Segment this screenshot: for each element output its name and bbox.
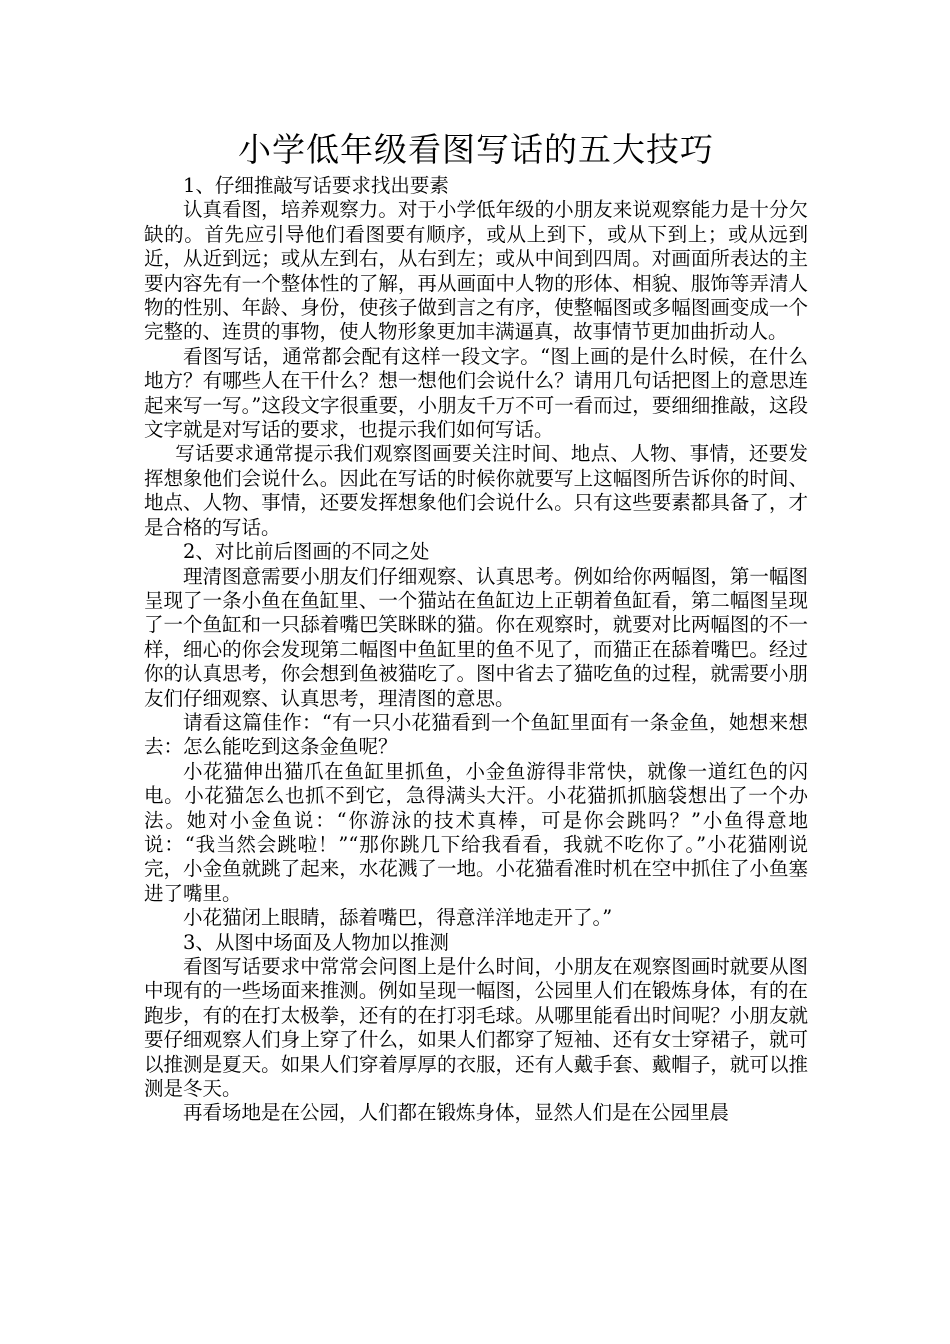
document-page <box>144 128 808 1126</box>
paragraph: 小花猫伸出猫爪在鱼缸里抓鱼，小金鱼游得非常快，就像一道红色的闪电。小花猫怎么也抓不到它，急得满头大汗。小花猫抓抓脑袋想出了一个办法。她对小金鱼说：“你游泳的技术真棒，可是你会跳吗？”小鱼得意地说：“我当然会跳啦！”“那你跳几下给我看看，我就不吃你了。”小花猫刚说完，小金鱼就跳了起来，水花溅了一地。小花猫看准时机在空中抓住了小鱼塞进了嘴里。 <box>144 759 808 905</box>
paragraph: 看图写话要求中常常会问图上是什么时间，小朋友在观察图画时就要从图中现有的一些场面来推测。例如呈现一幅图，公园里人们在锻炼身体，有的在跑步，有的在打太极拳，还有的在打羽毛球。从哪里能看出时间呢？小朋友就要仔细观察人们身上穿了什么，如果人们都穿了短袖、还有女士穿裙子，就可以推测是夏天。如果人们穿着厚厚的衣服，还有人戴手套、戴帽子，就可以推测是冬天。 <box>144 955 808 1101</box>
paragraph: 小花猫闭上眼睛，舔着嘴巴，得意洋洋地走开了。” <box>183 906 613 930</box>
paragraph: 认真看图，培养观察力。对于小学低年级的小朋友来说观察能力是十分欠缺的。首先应引导他们看图要有顺序，或从上到下，或从下到上；或从远到近，从近到远；或从左到右，从右到左；或从中间到四周。对画面所表达的主要内容先有一个整体性的了解，再从画面中人物的形体、相貌、服饰等弄清人物的性别、年龄、身份，使孩子做到言之有序，使整幅图或多幅图画变成一个完整的、连贯的事物，使人物形象更加丰满逼真，故事情节更加曲折动人。 <box>144 198 808 344</box>
section-heading-2: 2、对比前后图画的不同之处 <box>183 540 430 564</box>
paragraph: 写话要求通常提示我们观察图画要关注时间、地点、人物、事情，还要发挥想象他们会说什么。因此在写话的时候你就要写上这幅图所告诉你的时间、地点、人物、事情，还要发挥想象他们会说什么。只有这些要素都具备了，才是合格的写话。 <box>144 442 808 539</box>
document-title: 小学低年级看图写话的五大技巧 <box>238 130 714 169</box>
section-heading-1: 1、仔细推敲写话要求找出要素 <box>183 174 449 197</box>
paragraph: 再看场地是在公园，人们都在锻炼身体，显然人们是在公园里晨 <box>183 1101 730 1125</box>
paragraph: 理清图意需要小朋友们仔细观察、认真思考。例如给你两幅图，第一幅图呈现了一条小鱼在鱼缸里、一个猫站在鱼缸边上正朝着鱼缸看，第二幅图呈现了一个鱼缸和一只舔着嘴巴笑眯眯的猫。你在观察时，就要对比两幅图的不一样，细心的你会发现第二幅图中鱼缸里的鱼不见了，而猫正在舔着嘴巴。经过你的认真思考，你会想到鱼被猫吃了。图中省去了猫吃鱼的过程，就需要小朋友们仔细观察、认真思考，理清图的意思。 <box>144 564 808 710</box>
section-heading-3: 3、从图中场面及人物加以推测 <box>183 930 449 954</box>
paragraph: 请看这篇佳作：“有一只小花猫看到一个鱼缸里面有一条金鱼，她想来想去：怎么能吃到这条金鱼呢？ <box>144 710 808 759</box>
paragraph: 看图写话，通常都会配有这样一段文字。“图上画的是什么时候，在什么地方？有哪些人在干什么？想一想他们会说什么？请用几句话把图上的意思连起来写一写。”这段文字很重要，小朋友千万不可一看而过，要细细推敲，这段文字就是对写话的要求，也提示我们如何写话。 <box>144 344 808 442</box>
